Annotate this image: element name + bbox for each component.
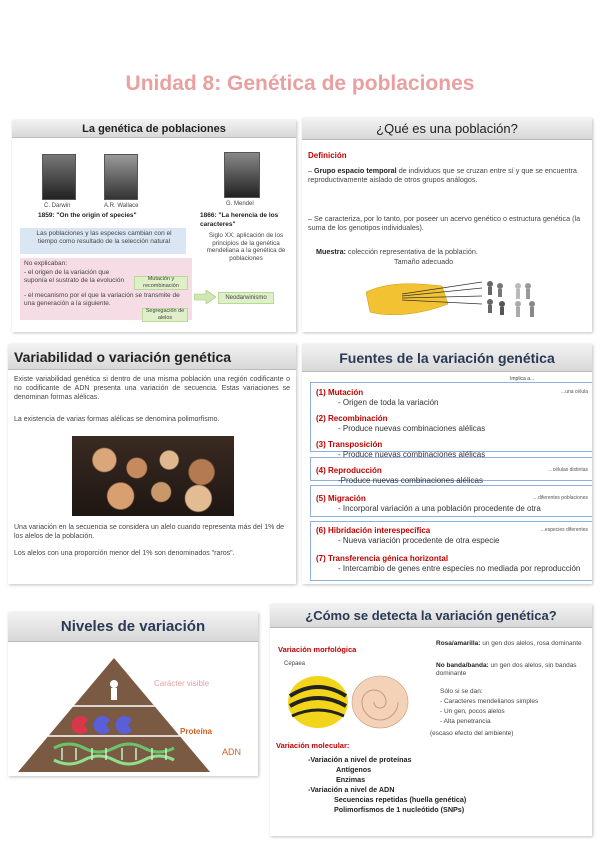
fuente-title: (2) Recombinación bbox=[316, 414, 388, 423]
no-explicaban-label: No explicaban: bbox=[24, 260, 67, 267]
bullet-2-text: Se caracteriza, por lo tanto, por poseer un acervo genético o estructura genética (la suma de los genotipos individuales). bbox=[308, 214, 581, 232]
muestra-line bbox=[316, 248, 584, 257]
siglo-xx-text: Siglo XX: aplicación de los principios de la genética mendeliana a la genética de poblaciones bbox=[206, 232, 286, 262]
fuente-desc: - Incorporal variación a una población procedente de otra bbox=[338, 504, 541, 513]
panel-title: Fuentes de la variación genética bbox=[302, 344, 592, 372]
pyramid-diagram bbox=[14, 656, 214, 774]
molecular-1: -Variación a nivel de proteínas bbox=[308, 755, 412, 764]
panel-title: Variabilidad o variación genética bbox=[8, 344, 296, 370]
mutacion-text: Mutación y recombinación bbox=[143, 276, 179, 289]
darwin-label: C. Darwin bbox=[44, 203, 71, 209]
panel-genetica-poblaciones bbox=[12, 120, 296, 332]
snail-shells-illustration bbox=[282, 668, 412, 734]
panel-title: La genética de poblaciones bbox=[12, 120, 296, 138]
rosa-line bbox=[436, 640, 586, 648]
panel-como-detecta bbox=[270, 604, 592, 836]
fuente-note: ...especies diferentes bbox=[540, 527, 588, 533]
variabilidad-para-1: Existe variabilidad genética si dentro de una misma población una región codificante o no codificante de ADN presenta una variación de secuencia. Estas variaciones se denominan formas alélicas. bbox=[14, 376, 290, 401]
rosa-text: un gen dos alelos, rosa dominante bbox=[482, 640, 582, 647]
fuente-desc: -Produce nuevas combinaciones alélicas bbox=[338, 476, 483, 485]
fuente-title: (3) Transposición bbox=[316, 440, 383, 449]
condicion-1: - Caracteres mendelianos simples bbox=[440, 698, 539, 705]
wallace-label: A.R. Wallace bbox=[104, 203, 139, 209]
panel-title: ¿Cómo se detecta la variación genética? bbox=[270, 604, 592, 628]
morfologica-label: Variación morfológica bbox=[278, 645, 357, 654]
molecular-label: Variación molecular: bbox=[276, 741, 350, 750]
fuente-desc: - Produce nuevas combinaciones alélicas bbox=[338, 450, 486, 459]
tamano-text: Tamaño adecuado bbox=[394, 257, 454, 266]
level-adn: ADN bbox=[222, 747, 242, 757]
panel-que-es-poblacion bbox=[302, 118, 592, 332]
mendel-portrait bbox=[224, 152, 260, 198]
fuente-desc: - Intercambio de genes entre especies no mediada por reproducción bbox=[338, 564, 581, 573]
fuente-note: ...una célula bbox=[561, 389, 588, 395]
fuente-note: ...diferentes poblaciones bbox=[533, 495, 588, 501]
molecular-6: Polimorfismos de 1 nucleótido (SNPs) bbox=[334, 805, 465, 814]
origen-variacion: - el origen de la variación que suponía el sustrato de la evolución bbox=[24, 269, 125, 284]
human-figure-icon bbox=[110, 680, 118, 700]
banda-line bbox=[436, 662, 586, 678]
bullet-2: – Se caracteriza, por lo tanto, por poseer un acervo genético o estructura genética (la suma de los genotipos individuales). bbox=[308, 214, 581, 232]
fuente-desc: - Produce nuevas combinaciones alélicas bbox=[338, 424, 486, 433]
segregacion-text: Segregación de alelos bbox=[145, 308, 185, 321]
neodarwinismo-text: Neodarwinismo bbox=[225, 295, 267, 301]
population-sample-illustration bbox=[362, 274, 542, 324]
fuente-title: (6) Hibridación interespecífica bbox=[316, 526, 431, 535]
fuente-desc: - Nueva variación procedente de otra especie bbox=[338, 536, 500, 545]
page-title: Unidad 8: Genética de poblaciones bbox=[125, 72, 475, 95]
panel-title: ¿Qué es una población? bbox=[302, 118, 592, 140]
bullet-1-text: de individuos que se cruzan entre sí y que se encuentra reproductivamente aislado de otros grupos análogos. bbox=[308, 166, 577, 184]
fuente-title: (5) Migración bbox=[316, 494, 366, 503]
arrow-icon bbox=[194, 290, 216, 304]
darwin-caption: 1859: "On the origin of species" bbox=[38, 212, 137, 219]
level-proteina: Proteína bbox=[180, 727, 213, 736]
seleccion-text: Las poblaciones y las especies cambian con el tiempo como resultado de la selección natural bbox=[36, 230, 172, 245]
mendel-caption: 1866: "La herencia de los caracteres" bbox=[200, 212, 279, 228]
bullet-1: – Grupo espacio temporal de individuos que se cruzan entre sí y que se encuentra reproductivamente aislado de otros grupos análogos. bbox=[308, 166, 577, 184]
fuente-note: ...células distintas bbox=[548, 467, 588, 473]
rosa-bold: Rosa/amarilla: bbox=[436, 640, 481, 647]
fuente-desc: - Origen de toda la variación bbox=[338, 398, 439, 407]
condicion-3: - Alta penetrancia bbox=[440, 718, 491, 725]
darwin-portrait bbox=[42, 154, 76, 200]
bullet-1-bold: Grupo espacio temporal bbox=[314, 166, 397, 175]
condicion-4: (escaso efecto del ambiente) bbox=[430, 730, 514, 737]
cepaea-label: Cepaea bbox=[284, 661, 306, 667]
molecular-2: Antígenos bbox=[336, 765, 372, 774]
variabilidad-para-2: La existencia de varias formas alélicas se denomina polimorfismo. bbox=[14, 416, 220, 423]
solo-si-text: Sólo si se dan: bbox=[440, 688, 483, 695]
molecular-4: -Variación a nivel de ADN bbox=[308, 785, 395, 794]
protein-icon bbox=[72, 716, 132, 734]
wallace-portrait bbox=[104, 154, 138, 200]
panel-variabilidad bbox=[8, 344, 296, 584]
implica-note: Implica a... bbox=[510, 376, 535, 382]
banda-bold: No banda/banda: bbox=[436, 662, 489, 669]
molecular-3: Enzimas bbox=[336, 775, 366, 784]
fuente-title: (7) Transferencia génica horizontal bbox=[316, 554, 449, 563]
fuente-title: (4) Reproducción bbox=[316, 466, 382, 475]
variabilidad-para-4: Los alelos con una proporción menor del 1% son denominados "raros". bbox=[14, 550, 235, 557]
condicion-2: - Un gen, pocos alelos bbox=[440, 708, 505, 715]
level-caracter-visible: Carácter visible bbox=[154, 679, 210, 688]
panel-fuentes-variacion bbox=[302, 344, 592, 584]
people-crowd-photo bbox=[72, 436, 234, 516]
banda-text: un gen dos alelos, sin bandas dominante bbox=[436, 662, 577, 677]
muestra-bold: Muestra: bbox=[316, 247, 346, 256]
mecanismo-transmision: - el mecanismo por el que la variación se transmite de una generación a la siguiente. bbox=[24, 292, 180, 307]
mendel-label: G. Mendel bbox=[226, 201, 254, 207]
fuente-title: (1) Mutación bbox=[316, 388, 364, 397]
molecular-5: Secuencias repetidas (huella genética) bbox=[334, 795, 467, 804]
variabilidad-para-3: Una variación en la secuencia se considera un alelo cuando representa más del 1% de los alelos de la población. bbox=[14, 524, 285, 540]
panel-title: Niveles de variación bbox=[8, 612, 258, 642]
muestra-text: colección representativa de la población. bbox=[347, 247, 478, 256]
definicion-label: Definición bbox=[308, 151, 347, 160]
panel-niveles bbox=[8, 612, 258, 776]
